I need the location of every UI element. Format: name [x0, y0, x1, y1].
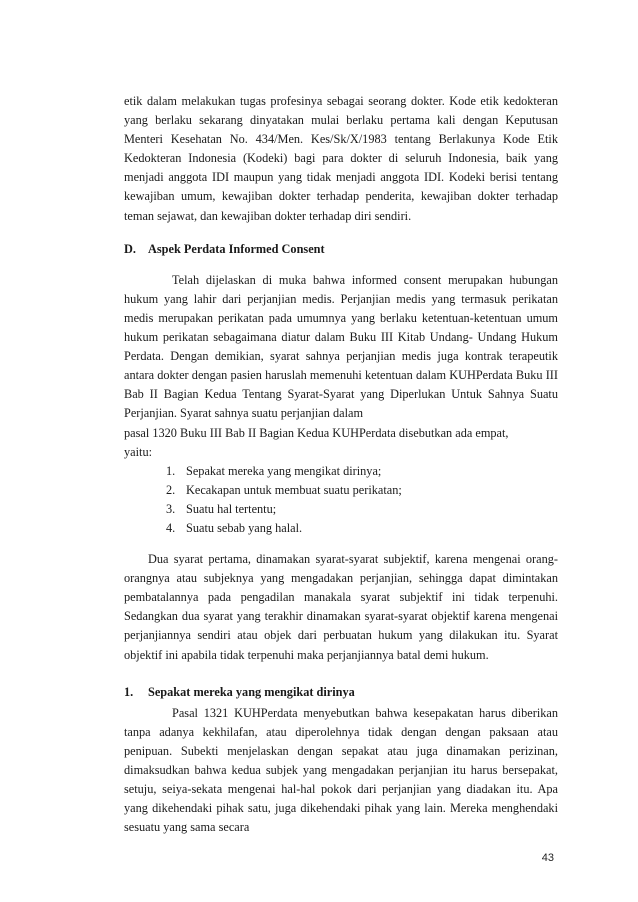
intro-paragraph: etik dalam melakukan tugas profesinya sebagai seorang dokter. Kode etik kedokteran yang berlaku sekarang dinyatakan mulai berlaku pertama kali dengan Keputusan Menteri Kesehatan No. 434/Men. Kes/Sk/X/1983 tentang Berlakunya Kode Etik Kedokteran Indonesia (Kodeki) bagi para dokter di seluruh Indonesia, baik yang menjadi anggota IDI maupun yang tidak menjadi anggota IDI. Kodeki berisi tentang kewajiban umum, kewajiban dokter terhadap penderita, kewajiban dokter terhadap teman sejawat, dan kewajiban dokter terhadap diri sendiri. — [124, 94, 558, 223]
subsection-1-title: Sepakat mereka yang mengikat dirinya — [148, 684, 355, 699]
subsection-1-paragraph: Pasal 1321 KUHPerdata menyebutkan bahwa kesepakatan harus diberikan tanpa adanya kekhilafan, atau diperolehnya tidak dengan dengan paksaan atau penipuan. Subekti menjelaskan dengan sepakat atau juga dinamakan perizinan, dimaksudkan bahwa kedua subjek yang mengadakan perjanjian itu harus bersepakat, setuju, seiya-sekata mengenai hal-hal pokok dari perjanjian yang diadakan itu. Apa yang dikehendaki pihak satu, juga dikehendaki pihak yang lain. Mereka menghendaki sesuatu yang sama secara — [124, 705, 558, 835]
yaitu-line: yaitu: — [124, 444, 153, 459]
list-item: 4. Suatu sebab yang halal. — [166, 520, 303, 535]
subsection-1-number: 1. — [124, 684, 134, 699]
page-content — [124, 92, 558, 837]
conditions-list — [124, 462, 558, 538]
subsection-1-heading — [124, 683, 558, 702]
syarat-paragraph: Dua syarat pertama, dinamakan syarat-syarat subjektif, karena mengenai orang-orangnya atau subjeknya yang mengadakan perjanjian, sehingga dapat dimintakan pembatalannya pada pengadilan manakala syarat subjektif ini tidak terpenuhi. Sedangkan dua syarat yang terakhir dinamakan syarat-syarat objektif karena mengenai perjanjiannya sendiri atau objek dari perbuatan hukum yang dilakukan itu. Syarat objektif ini apabila tidak terpenuhi maka perjanjiannya batal demi hukum. — [124, 552, 558, 662]
pasal-line: pasal 1320 Buku III Bab II Bagian Kedua KUHPerdata disebutkan ada empat, — [124, 425, 509, 440]
section-d-title: Aspek Perdata Informed Consent — [148, 241, 325, 256]
list-item: 2. Kecakapan untuk membuat suatu perikatan; — [166, 482, 402, 497]
section-d-number: D. — [124, 241, 136, 256]
list-item: 1. Sepakat mereka yang mengikat dirinya; — [166, 463, 382, 478]
section-d-heading — [124, 240, 558, 259]
spacer — [124, 538, 558, 550]
list-item: 3. Suatu hal tertentu; — [166, 501, 277, 516]
section-d-paragraph: Telah dijelaskan di muka bahwa informed consent merupakan hubungan hukum yang lahir dari perjanjian medis. Perjanjian medis yang termasuk perikatan medis merupakan perikatan pada umumnya yang berlaku ketentuan-ketentuan umum hukum perikatan sebagaimana diatur dalam Buku III Kitab Undang- Undang Hukum Perdata. Dengan demikian, syarat sahnya perjanjian medis juga kontrak terapeutik antara dokter dengan pasien haruslah memenuhi ketentuan dalam KUHPerdata Buku III Bab II Bagian Kedua Tentang Syarat-Syarat yang Diperlukan Untuk Sahnya Suatu Perjanjian. Syarat sahnya suatu perjanjian dalam — [124, 272, 558, 421]
page-number: 43 — [541, 852, 554, 864]
